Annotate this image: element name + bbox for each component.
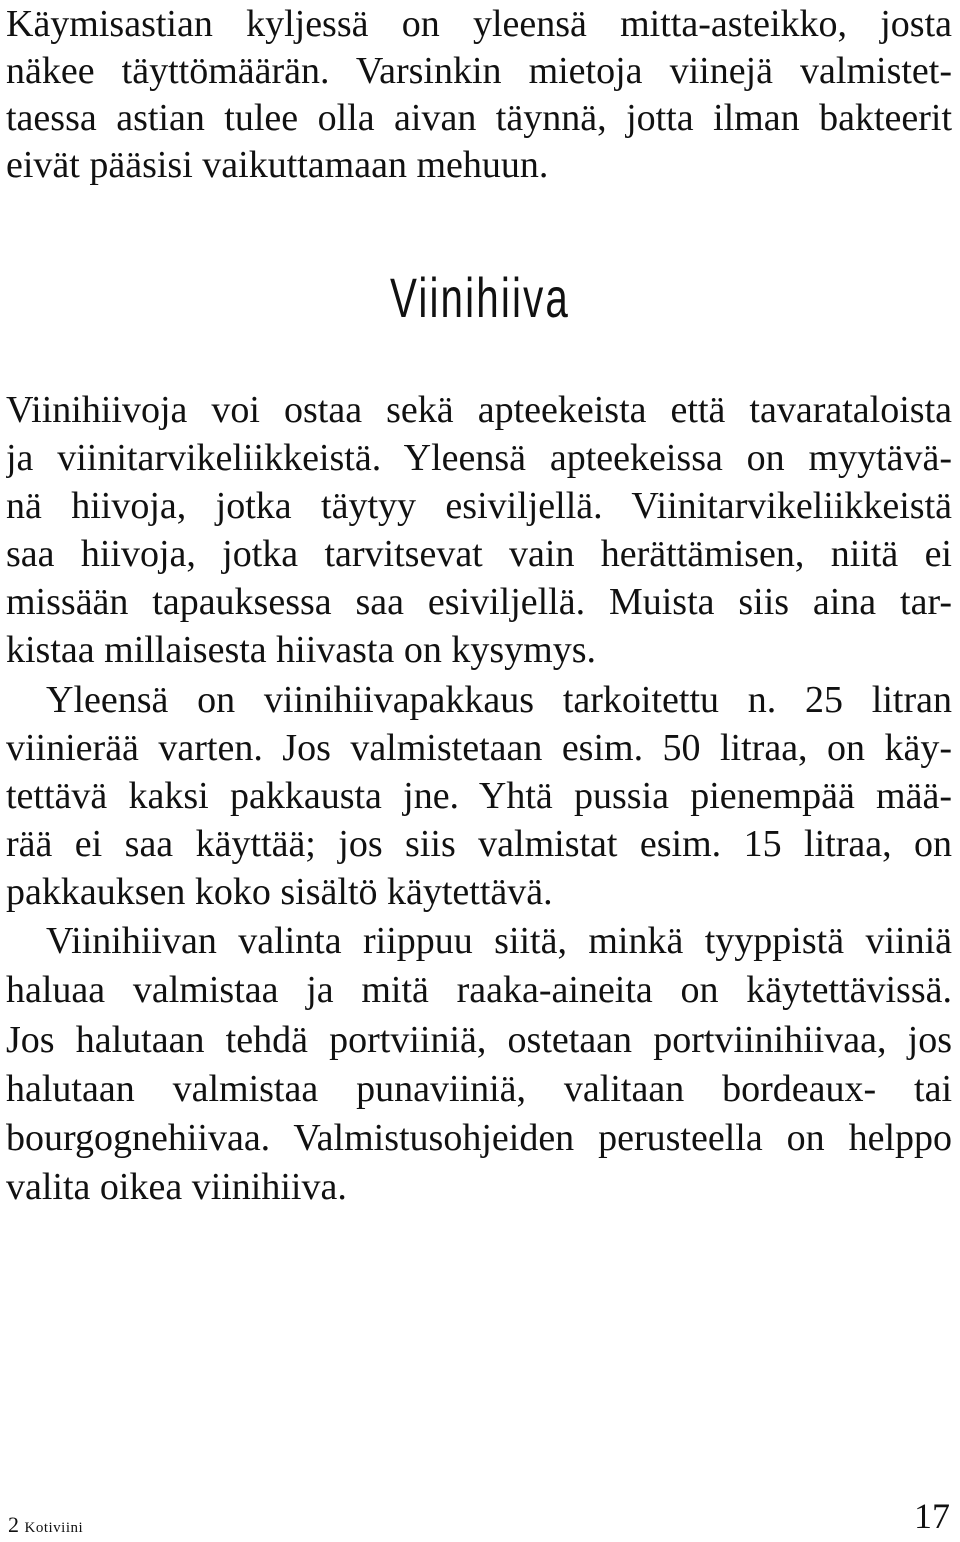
body-line-12: Viinihiivan valinta riippuu siitä, minkä tyyppistä viiniä — [46, 920, 952, 962]
body-line-9: tettävä kaksi pakkausta jne. Yhtä pussia pienempää mää- — [6, 775, 952, 817]
intro-line-4: eivät pääsisi vaikuttamaan mehuun. — [6, 144, 549, 186]
body-line-11: pakkauksen koko sisältö käytettävä. — [6, 871, 553, 913]
intro-line-1: Käymisastian kyljessä on yleensä mitta-asteikko, josta — [6, 3, 952, 45]
body-line-10: rää ei saa käyttää; jos siis valmistat esim. 15 litraa, on — [6, 823, 952, 865]
body-line-3: nä hiivoja, jotka täytyy esiviljellä. Viinitarvikeliikkeistä — [6, 485, 952, 527]
body-line-14: Jos halutaan tehdä portviiniä, ostetaan portviinihiivaa, jos — [6, 1019, 952, 1061]
page-number: 17 — [914, 1496, 950, 1536]
body-line-1: Viinihiivoja voi ostaa sekä apteekeista että tavarataloista — [6, 389, 952, 431]
body-line-16: bourgognehiivaa. Valmistusohjeiden perusteella on helppo — [6, 1117, 952, 1159]
signature-text: Kotiviini — [24, 1520, 84, 1536]
section-heading: Viinihiiva — [390, 266, 570, 329]
body-line-15: halutaan valmistaa punaviiniä, valitaan bordeaux- tai — [6, 1068, 952, 1110]
printer-signature — [8, 1512, 83, 1541]
intro-line-2: näkee täyttömäärän. Varsinkin mietoja viinejä valmistet- — [6, 50, 952, 92]
body-line-6: kistaa millaisesta hiivasta on kysymys. — [6, 629, 596, 671]
body-line-8: viinierää varten. Jos valmistetaan esim. 50 litraa, on käy- — [6, 727, 952, 769]
body-line-5: missään tapauksessa saa esiviljellä. Muista siis aina tar- — [6, 581, 952, 623]
intro-line-3: taessa astian tulee olla aivan täynnä, jotta ilman bakteerit — [6, 97, 952, 139]
body-line-17: valita oikea viinihiiva. — [6, 1166, 347, 1208]
body-line-13: haluaa valmistaa ja mitä raaka-aineita on käytettävissä. — [6, 969, 952, 1011]
body-line-2: ja viinitarvikeliikkeistä. Yleensä apteekeissa on myytävä- — [6, 437, 952, 479]
body-line-4: saa hiivoja, jotka tarvitsevat vain herättämisen, niitä ei — [6, 533, 952, 575]
body-line-7: Yleensä on viinihiivapakkaus tarkoitettu n. 25 litran — [46, 679, 952, 721]
signature-number: 2 — [8, 1512, 19, 1537]
